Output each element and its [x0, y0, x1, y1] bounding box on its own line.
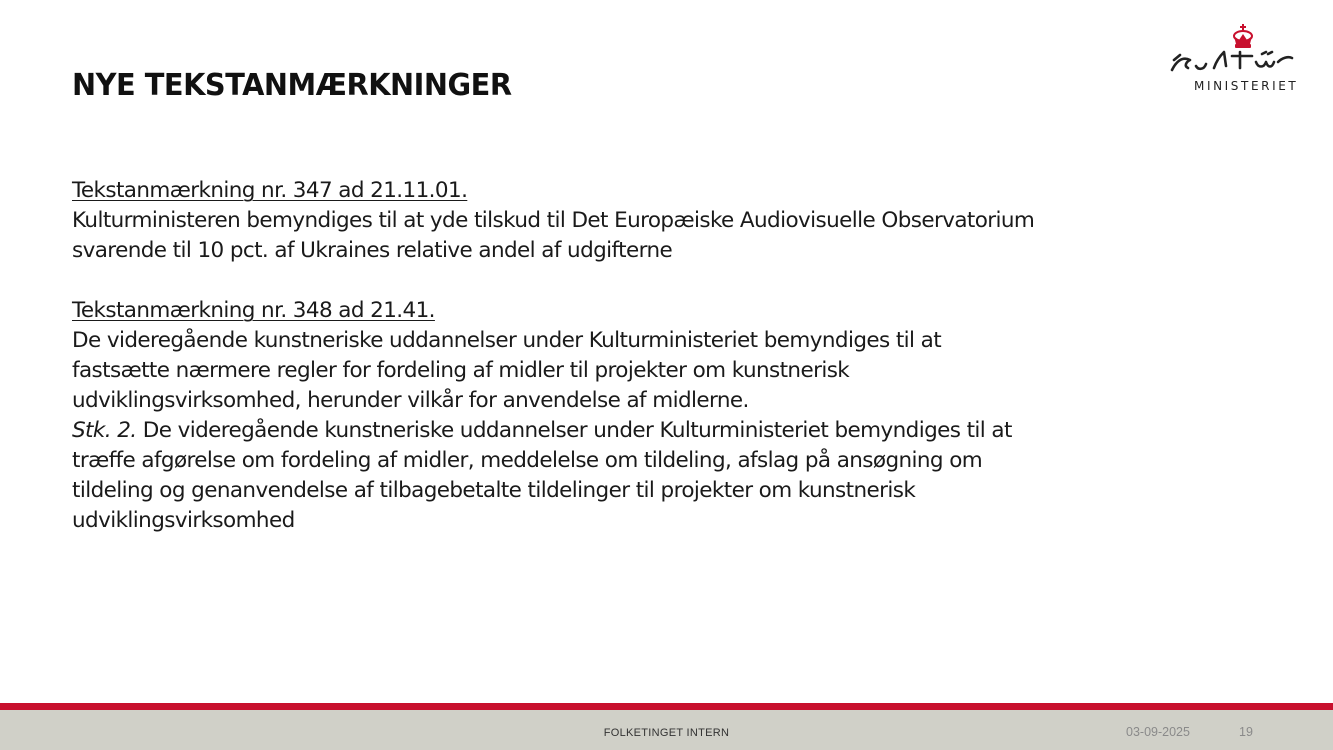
footer-accent-stripe [0, 703, 1333, 710]
note-line: udviklingsvirksomhed [72, 508, 295, 533]
crown-script-logo-icon [1166, 22, 1312, 80]
crown-icon [1234, 24, 1252, 48]
note-heading: Tekstanmærkning nr. 347 ad 21.11.01. [72, 178, 468, 203]
note-line: tildeling og genanvendelse af tilbagebetalte tildelinger til projekter om kunstnerisk [72, 478, 916, 503]
kulturministeriet-logo [1166, 22, 1312, 98]
page-number: 19 [1239, 725, 1253, 739]
note-line: fastsætte nærmere regler for fordeling af midler til projekter om kunstnerisk [72, 358, 850, 383]
footer-classification: FOLKETINGET INTERN [603, 727, 730, 739]
stk-label: Stk. 2. [72, 418, 137, 443]
note-line: De videregående kunstneriske uddannelser under Kulturministeriet bemyndiges til at [72, 328, 942, 353]
footer-date: 03-09-2025 [1126, 725, 1190, 739]
paragraph-gap [72, 266, 1182, 296]
logo-wordmark: MINISTERIET [1194, 79, 1299, 93]
note-line: træffe afgørelse om fordeling af midler, meddelelse om tildeling, afslag på ansøgning om [72, 448, 983, 473]
note-line: udviklingsvirksomhed, herunder vilkår for anvendelse af midlerne. [72, 388, 749, 413]
slide-title: NYE TEKSTANMÆRKNINGER [72, 68, 512, 103]
note-heading: Tekstanmærkning nr. 348 ad 21.41. [72, 298, 435, 323]
note-line: svarende til 10 pct. af Ukraines relative andel af udgifterne [72, 238, 673, 263]
stk-line [72, 416, 1182, 446]
stk-text: De videregående kunstneriske uddannelser under Kulturministeriet bemyndiges til at [136, 418, 1012, 443]
text-notes-body [72, 176, 1182, 536]
note-line: Kulturministeren bemyndiges til at yde tilskud til Det Europæiske Audiovisuelle Observatorium [72, 208, 1035, 233]
